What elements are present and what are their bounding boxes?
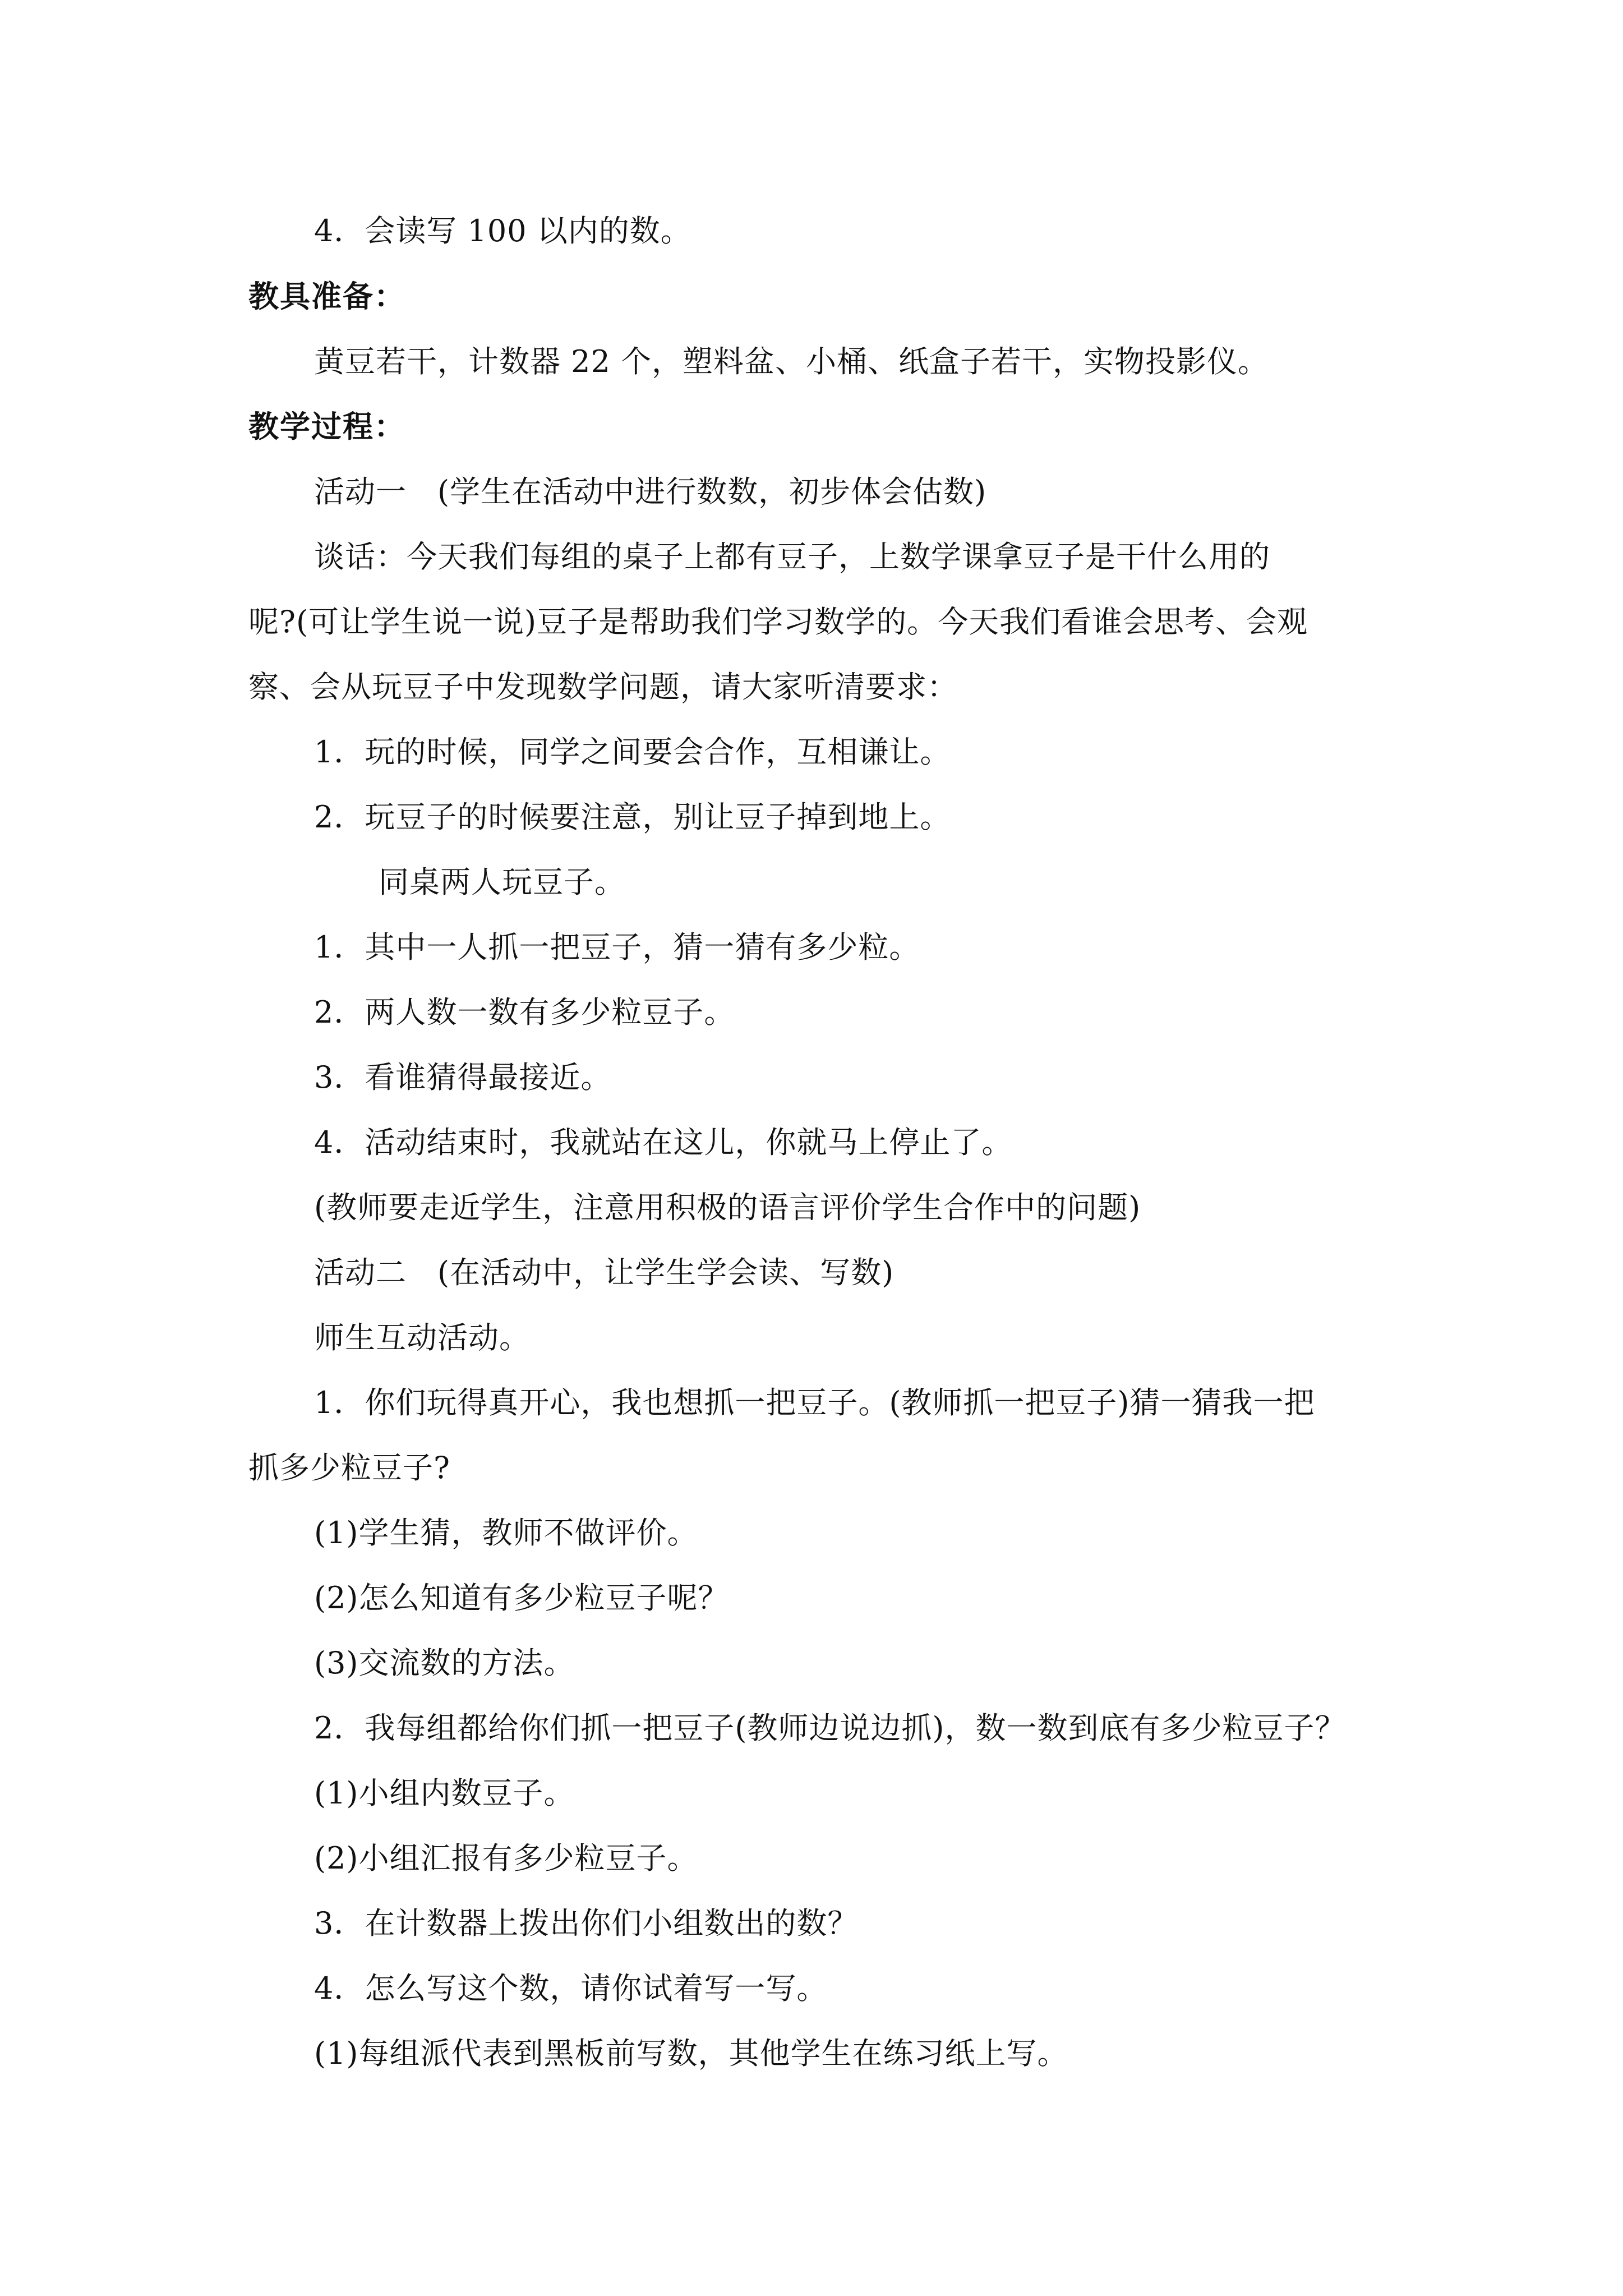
- paragraph-line: (1)学生猜，教师不做评价。: [314, 1515, 698, 1550]
- paragraph-line: 2．我每组都给你们抓一把豆子(教师边说边抓)，数一数到底有多少粒豆子？: [314, 1710, 1346, 1746]
- paragraph-line: 4．怎么写这个数，请你试着写一写。: [314, 1971, 828, 2006]
- paragraph-line: 抓多少粒豆子?: [248, 1450, 450, 1485]
- paragraph-line: (1)每组派代表到黑板前写数，其他学生在练习纸上写。: [314, 2036, 1068, 2071]
- paragraph-line: (2)怎么知道有多少粒豆子呢？: [314, 1580, 729, 1616]
- paragraph-line: 谈话：今天我们每组的桌子上都有豆子，上数学课拿豆子是干什么用的: [314, 539, 1270, 574]
- paragraph-line: 3．看谁猜得最接近。: [314, 1060, 612, 1095]
- paragraph-line: 黄豆若干，计数器 22 个，塑料盆、小桶、纸盒子若干，实物投影仪。: [314, 344, 1269, 379]
- paragraph-line: 4．活动结束时，我就站在这儿，你就马上停止了。: [314, 1125, 1013, 1160]
- paragraph-line: 1．你们玩得真开心，我也想抓一把豆子。(教师抓一把豆子)猜一猜我一把: [314, 1385, 1315, 1420]
- paragraph-line: 同桌两人玩豆子。: [379, 864, 625, 900]
- paragraph-line: 1．玩的时候，同学之间要会合作，互相谦让。: [314, 734, 951, 770]
- paragraph-line: 察、会从玩豆子中发现数学问题，请大家听清要求：: [248, 669, 958, 705]
- paragraph-line: (1)小组内数豆子。: [314, 1775, 575, 1811]
- paragraph-line: 2．两人数一数有多少粒豆子。: [314, 995, 735, 1030]
- paragraph-line: (2)小组汇报有多少粒豆子。: [314, 1841, 698, 1876]
- paragraph-line: 活动二 (在活动中，让学生学会读、写数): [314, 1255, 895, 1290]
- section-heading-teaching-aids: 教具准备：: [248, 279, 405, 314]
- paragraph-line: 活动一 (学生在活动中进行数数，初步体会估数): [314, 474, 987, 509]
- paragraph-line: (3)交流数的方法。: [314, 1645, 575, 1681]
- paragraph-line: 1．其中一人抓一把豆子，猜一猜有多少粒。: [314, 930, 920, 965]
- paragraph-line: 呢?(可让学生说一说)豆子是帮助我们学习数学的。今天我们看谁会思考、会观: [248, 604, 1308, 639]
- paragraph-line: 3．在计数器上拨出你们小组数出的数？: [314, 1906, 859, 1941]
- section-heading-teaching-process: 教学过程：: [248, 409, 405, 444]
- paragraph-line: 师生互动活动。: [314, 1320, 530, 1355]
- paragraph-line: 2．玩豆子的时候要注意，别让豆子掉到地上。: [314, 799, 951, 835]
- paragraph-line: (教师要走近学生，注意用积极的语言评价学生合作中的问题): [314, 1190, 1141, 1225]
- paragraph-line: 4．会读写 100 以内的数。: [314, 213, 691, 249]
